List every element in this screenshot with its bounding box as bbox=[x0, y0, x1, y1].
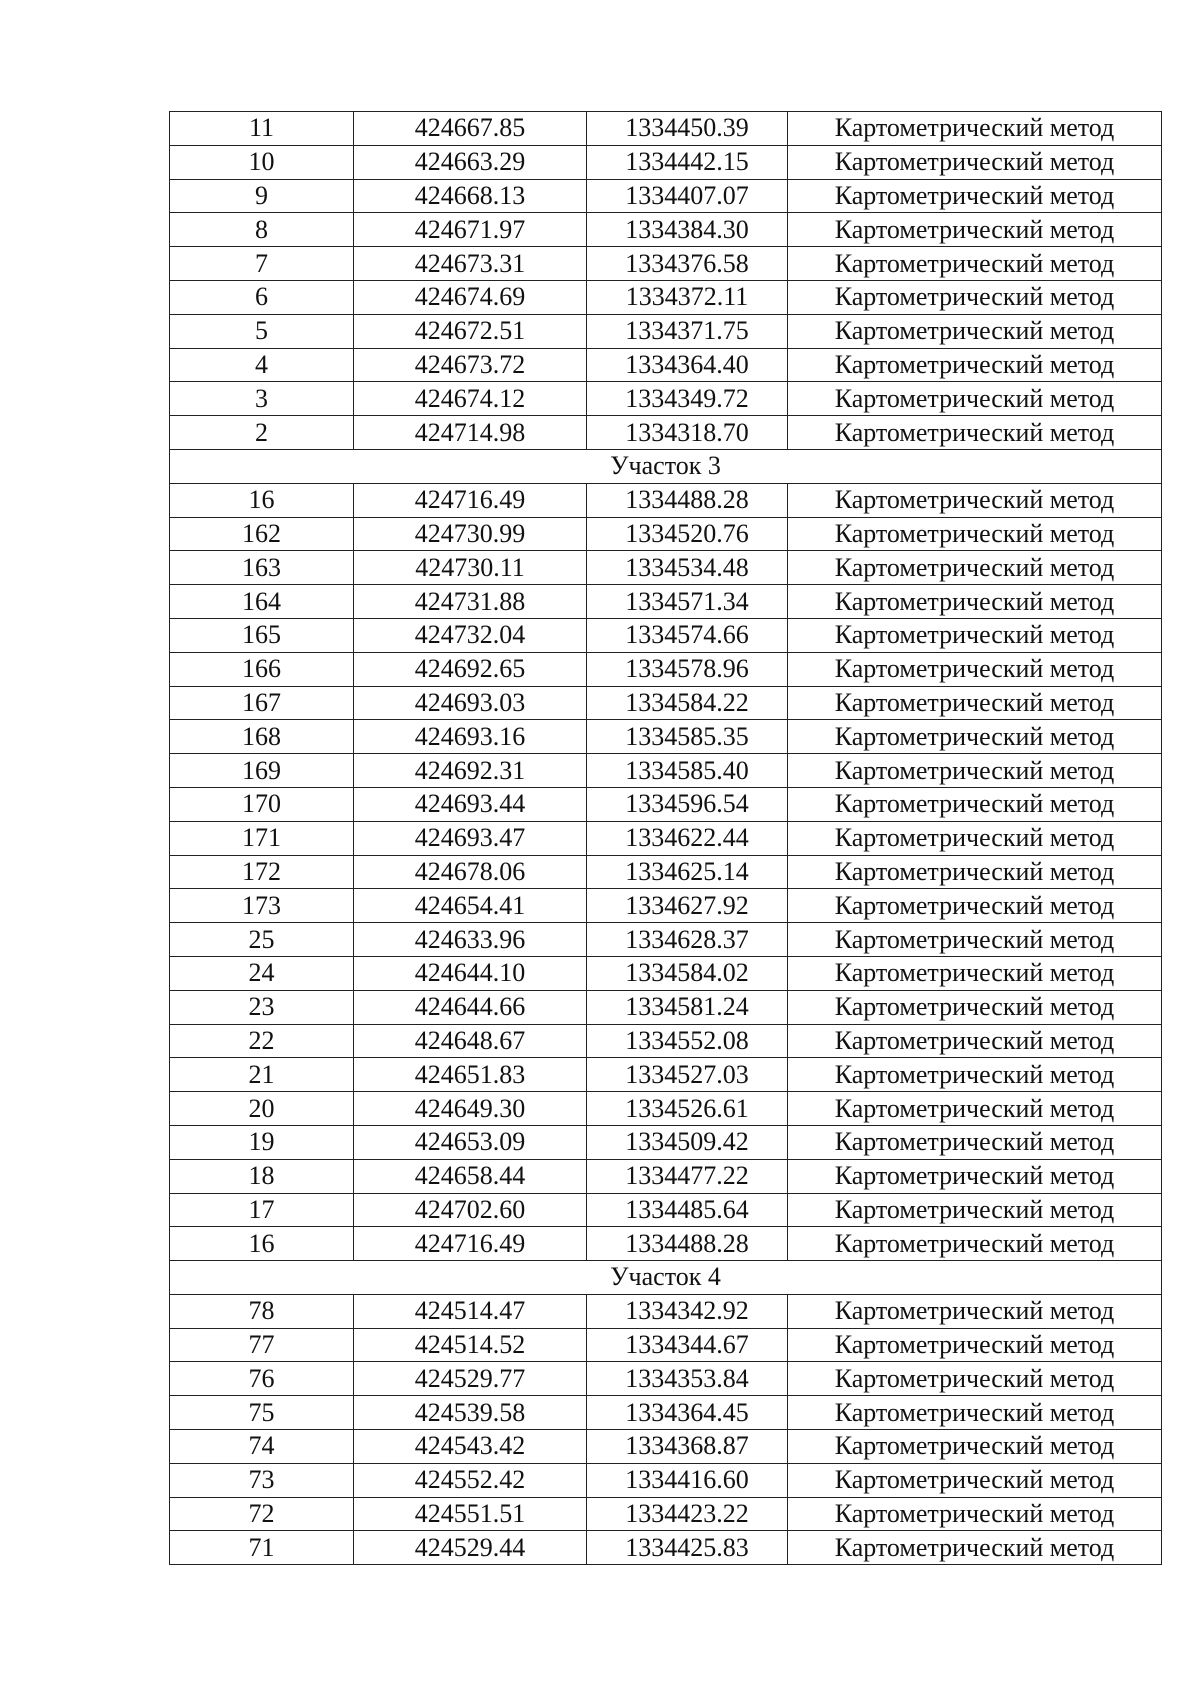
point-number-cell: 173 bbox=[170, 889, 354, 923]
table-row bbox=[170, 585, 1162, 619]
y-coordinate-cell: 1334407.07 bbox=[587, 179, 788, 213]
point-number-cell: 76 bbox=[170, 1362, 354, 1396]
y-coordinate-cell: 1334574.66 bbox=[587, 618, 788, 652]
y-coordinate-cell: 1334416.60 bbox=[587, 1463, 788, 1497]
table-row bbox=[170, 1362, 1162, 1396]
table-row bbox=[170, 956, 1162, 990]
table-row bbox=[170, 382, 1162, 416]
y-coordinate-cell: 1334376.58 bbox=[587, 247, 788, 281]
method-cell: Картометрический метод bbox=[788, 1430, 1162, 1464]
method-cell: Картометрический метод bbox=[788, 923, 1162, 957]
method-cell: Картометрический метод bbox=[788, 1531, 1162, 1565]
method-cell: Картометрический метод bbox=[788, 1294, 1162, 1328]
y-coordinate-cell: 1334425.83 bbox=[587, 1531, 788, 1565]
point-number-cell: 170 bbox=[170, 787, 354, 821]
x-coordinate-cell: 424653.09 bbox=[354, 1125, 587, 1159]
table-row bbox=[170, 720, 1162, 754]
table-row bbox=[170, 754, 1162, 788]
point-number-cell: 11 bbox=[170, 112, 354, 146]
x-coordinate-cell: 424730.11 bbox=[354, 551, 587, 585]
x-coordinate-cell: 424702.60 bbox=[354, 1193, 587, 1227]
table-row bbox=[170, 1125, 1162, 1159]
point-number-cell: 163 bbox=[170, 551, 354, 585]
y-coordinate-cell: 1334622.44 bbox=[587, 821, 788, 855]
method-cell: Картометрический метод bbox=[788, 112, 1162, 146]
x-coordinate-cell: 424539.58 bbox=[354, 1396, 587, 1430]
y-coordinate-cell: 1334534.48 bbox=[587, 551, 788, 585]
table-row bbox=[170, 179, 1162, 213]
x-coordinate-cell: 424731.88 bbox=[354, 585, 587, 619]
method-cell: Картометрический метод bbox=[788, 314, 1162, 348]
method-cell: Картометрический метод bbox=[788, 855, 1162, 889]
point-number-cell: 2 bbox=[170, 416, 354, 450]
coordinates-table bbox=[169, 111, 1162, 1565]
method-cell: Картометрический метод bbox=[788, 213, 1162, 247]
method-cell: Картометрический метод bbox=[788, 618, 1162, 652]
y-coordinate-cell: 1334477.22 bbox=[587, 1159, 788, 1193]
method-cell: Картометрический метод bbox=[788, 889, 1162, 923]
table-row bbox=[170, 314, 1162, 348]
coordinates-table-body bbox=[170, 112, 1162, 1565]
table-row bbox=[170, 213, 1162, 247]
point-number-cell: 24 bbox=[170, 956, 354, 990]
x-coordinate-cell: 424672.51 bbox=[354, 314, 587, 348]
table-row bbox=[170, 280, 1162, 314]
table-row bbox=[170, 145, 1162, 179]
y-coordinate-cell: 1334423.22 bbox=[587, 1497, 788, 1531]
x-coordinate-cell: 424716.49 bbox=[354, 483, 587, 517]
point-number-cell: 72 bbox=[170, 1497, 354, 1531]
x-coordinate-cell: 424658.44 bbox=[354, 1159, 587, 1193]
point-number-cell: 6 bbox=[170, 280, 354, 314]
y-coordinate-cell: 1334526.61 bbox=[587, 1092, 788, 1126]
point-number-cell: 20 bbox=[170, 1092, 354, 1126]
y-coordinate-cell: 1334364.40 bbox=[587, 348, 788, 382]
table-row bbox=[170, 1497, 1162, 1531]
point-number-cell: 18 bbox=[170, 1159, 354, 1193]
method-cell: Картометрический метод bbox=[788, 1193, 1162, 1227]
y-coordinate-cell: 1334442.15 bbox=[587, 145, 788, 179]
point-number-cell: 78 bbox=[170, 1294, 354, 1328]
x-coordinate-cell: 424644.10 bbox=[354, 956, 587, 990]
point-number-cell: 162 bbox=[170, 517, 354, 551]
y-coordinate-cell: 1334384.30 bbox=[587, 213, 788, 247]
y-coordinate-cell: 1334520.76 bbox=[587, 517, 788, 551]
x-coordinate-cell: 424648.67 bbox=[354, 1024, 587, 1058]
table-row bbox=[170, 1294, 1162, 1328]
x-coordinate-cell: 424651.83 bbox=[354, 1058, 587, 1092]
method-cell: Картометрический метод bbox=[788, 720, 1162, 754]
y-coordinate-cell: 1334625.14 bbox=[587, 855, 788, 889]
method-cell: Картометрический метод bbox=[788, 1396, 1162, 1430]
point-number-cell: 10 bbox=[170, 145, 354, 179]
point-number-cell: 9 bbox=[170, 179, 354, 213]
y-coordinate-cell: 1334628.37 bbox=[587, 923, 788, 957]
point-number-cell: 71 bbox=[170, 1531, 354, 1565]
method-cell: Картометрический метод bbox=[788, 1024, 1162, 1058]
method-cell: Картометрический метод bbox=[788, 1497, 1162, 1531]
x-coordinate-cell: 424673.31 bbox=[354, 247, 587, 281]
method-cell: Картометрический метод bbox=[788, 990, 1162, 1024]
point-number-cell: 25 bbox=[170, 923, 354, 957]
x-coordinate-cell: 424732.04 bbox=[354, 618, 587, 652]
table-row bbox=[170, 821, 1162, 855]
table-row bbox=[170, 1531, 1162, 1565]
x-coordinate-cell: 424663.29 bbox=[354, 145, 587, 179]
table-row bbox=[170, 1396, 1162, 1430]
method-cell: Картометрический метод bbox=[788, 787, 1162, 821]
x-coordinate-cell: 424543.42 bbox=[354, 1430, 587, 1464]
method-cell: Картометрический метод bbox=[788, 483, 1162, 517]
method-cell: Картометрический метод bbox=[788, 1159, 1162, 1193]
y-coordinate-cell: 1334353.84 bbox=[587, 1362, 788, 1396]
y-coordinate-cell: 1334450.39 bbox=[587, 112, 788, 146]
method-cell: Картометрический метод bbox=[788, 821, 1162, 855]
point-number-cell: 74 bbox=[170, 1430, 354, 1464]
table-row bbox=[170, 483, 1162, 517]
y-coordinate-cell: 1334344.67 bbox=[587, 1328, 788, 1362]
point-number-cell: 171 bbox=[170, 821, 354, 855]
method-cell: Картометрический метод bbox=[788, 585, 1162, 619]
method-cell: Картометрический метод bbox=[788, 1328, 1162, 1362]
point-number-cell: 165 bbox=[170, 618, 354, 652]
table-row bbox=[170, 1058, 1162, 1092]
x-coordinate-cell: 424693.16 bbox=[354, 720, 587, 754]
y-coordinate-cell: 1334527.03 bbox=[587, 1058, 788, 1092]
point-number-cell: 73 bbox=[170, 1463, 354, 1497]
x-coordinate-cell: 424668.13 bbox=[354, 179, 587, 213]
x-coordinate-cell: 424678.06 bbox=[354, 855, 587, 889]
table-row bbox=[170, 652, 1162, 686]
y-coordinate-cell: 1334368.87 bbox=[587, 1430, 788, 1464]
section-header-row bbox=[170, 449, 1162, 483]
y-coordinate-cell: 1334371.75 bbox=[587, 314, 788, 348]
x-coordinate-cell: 424667.85 bbox=[354, 112, 587, 146]
x-coordinate-cell: 424552.42 bbox=[354, 1463, 587, 1497]
x-coordinate-cell: 424692.65 bbox=[354, 652, 587, 686]
y-coordinate-cell: 1334596.54 bbox=[587, 787, 788, 821]
y-coordinate-cell: 1334372.11 bbox=[587, 280, 788, 314]
method-cell: Картометрический метод bbox=[788, 247, 1162, 281]
section-title: Участок 3 bbox=[170, 449, 1162, 483]
point-number-cell: 8 bbox=[170, 213, 354, 247]
x-coordinate-cell: 424514.52 bbox=[354, 1328, 587, 1362]
point-number-cell: 75 bbox=[170, 1396, 354, 1430]
table-row bbox=[170, 618, 1162, 652]
table-row bbox=[170, 990, 1162, 1024]
point-number-cell: 164 bbox=[170, 585, 354, 619]
x-coordinate-cell: 424551.51 bbox=[354, 1497, 587, 1531]
point-number-cell: 166 bbox=[170, 652, 354, 686]
x-coordinate-cell: 424692.31 bbox=[354, 754, 587, 788]
y-coordinate-cell: 1334581.24 bbox=[587, 990, 788, 1024]
method-cell: Картометрический метод bbox=[788, 652, 1162, 686]
y-coordinate-cell: 1334585.35 bbox=[587, 720, 788, 754]
point-number-cell: 7 bbox=[170, 247, 354, 281]
table-row bbox=[170, 686, 1162, 720]
x-coordinate-cell: 424673.72 bbox=[354, 348, 587, 382]
section-header-row bbox=[170, 1261, 1162, 1295]
x-coordinate-cell: 424730.99 bbox=[354, 517, 587, 551]
x-coordinate-cell: 424514.47 bbox=[354, 1294, 587, 1328]
point-number-cell: 5 bbox=[170, 314, 354, 348]
point-number-cell: 16 bbox=[170, 483, 354, 517]
table-row bbox=[170, 855, 1162, 889]
y-coordinate-cell: 1334485.64 bbox=[587, 1193, 788, 1227]
table-row bbox=[170, 517, 1162, 551]
table-row bbox=[170, 889, 1162, 923]
method-cell: Картометрический метод bbox=[788, 517, 1162, 551]
x-coordinate-cell: 424693.44 bbox=[354, 787, 587, 821]
table-row bbox=[170, 1463, 1162, 1497]
point-number-cell: 167 bbox=[170, 686, 354, 720]
y-coordinate-cell: 1334627.92 bbox=[587, 889, 788, 923]
method-cell: Картометрический метод bbox=[788, 179, 1162, 213]
point-number-cell: 169 bbox=[170, 754, 354, 788]
table-row bbox=[170, 112, 1162, 146]
y-coordinate-cell: 1334509.42 bbox=[587, 1125, 788, 1159]
method-cell: Картометрический метод bbox=[788, 1463, 1162, 1497]
point-number-cell: 4 bbox=[170, 348, 354, 382]
table-row bbox=[170, 1227, 1162, 1261]
table-row bbox=[170, 1159, 1162, 1193]
table-row bbox=[170, 348, 1162, 382]
point-number-cell: 16 bbox=[170, 1227, 354, 1261]
method-cell: Картометрический метод bbox=[788, 382, 1162, 416]
y-coordinate-cell: 1334488.28 bbox=[587, 1227, 788, 1261]
method-cell: Картометрический метод bbox=[788, 686, 1162, 720]
table-row bbox=[170, 1430, 1162, 1464]
table-row bbox=[170, 923, 1162, 957]
section-title: Участок 4 bbox=[170, 1261, 1162, 1295]
y-coordinate-cell: 1334318.70 bbox=[587, 416, 788, 450]
method-cell: Картометрический метод bbox=[788, 1058, 1162, 1092]
table-row bbox=[170, 787, 1162, 821]
table-row bbox=[170, 1024, 1162, 1058]
table-row bbox=[170, 1328, 1162, 1362]
x-coordinate-cell: 424529.44 bbox=[354, 1531, 587, 1565]
y-coordinate-cell: 1334578.96 bbox=[587, 652, 788, 686]
point-number-cell: 17 bbox=[170, 1193, 354, 1227]
method-cell: Картометрический метод bbox=[788, 280, 1162, 314]
point-number-cell: 172 bbox=[170, 855, 354, 889]
table-row bbox=[170, 247, 1162, 281]
point-number-cell: 21 bbox=[170, 1058, 354, 1092]
y-coordinate-cell: 1334364.45 bbox=[587, 1396, 788, 1430]
method-cell: Картометрический метод bbox=[788, 1362, 1162, 1396]
y-coordinate-cell: 1334342.92 bbox=[587, 1294, 788, 1328]
x-coordinate-cell: 424674.12 bbox=[354, 382, 587, 416]
method-cell: Картометрический метод bbox=[788, 1125, 1162, 1159]
point-number-cell: 77 bbox=[170, 1328, 354, 1362]
method-cell: Картометрический метод bbox=[788, 1092, 1162, 1126]
x-coordinate-cell: 424693.47 bbox=[354, 821, 587, 855]
y-coordinate-cell: 1334488.28 bbox=[587, 483, 788, 517]
method-cell: Картометрический метод bbox=[788, 1227, 1162, 1261]
table-row bbox=[170, 1092, 1162, 1126]
table-row bbox=[170, 1193, 1162, 1227]
x-coordinate-cell: 424649.30 bbox=[354, 1092, 587, 1126]
x-coordinate-cell: 424714.98 bbox=[354, 416, 587, 450]
x-coordinate-cell: 424674.69 bbox=[354, 280, 587, 314]
method-cell: Картометрический метод bbox=[788, 956, 1162, 990]
y-coordinate-cell: 1334584.22 bbox=[587, 686, 788, 720]
y-coordinate-cell: 1334584.02 bbox=[587, 956, 788, 990]
table-row bbox=[170, 551, 1162, 585]
x-coordinate-cell: 424654.41 bbox=[354, 889, 587, 923]
method-cell: Картометрический метод bbox=[788, 416, 1162, 450]
x-coordinate-cell: 424671.97 bbox=[354, 213, 587, 247]
table-row bbox=[170, 416, 1162, 450]
x-coordinate-cell: 424644.66 bbox=[354, 990, 587, 1024]
method-cell: Картометрический метод bbox=[788, 145, 1162, 179]
x-coordinate-cell: 424693.03 bbox=[354, 686, 587, 720]
point-number-cell: 22 bbox=[170, 1024, 354, 1058]
y-coordinate-cell: 1334349.72 bbox=[587, 382, 788, 416]
method-cell: Картометрический метод bbox=[788, 551, 1162, 585]
y-coordinate-cell: 1334585.40 bbox=[587, 754, 788, 788]
point-number-cell: 19 bbox=[170, 1125, 354, 1159]
method-cell: Картометрический метод bbox=[788, 754, 1162, 788]
y-coordinate-cell: 1334571.34 bbox=[587, 585, 788, 619]
method-cell: Картометрический метод bbox=[788, 348, 1162, 382]
y-coordinate-cell: 1334552.08 bbox=[587, 1024, 788, 1058]
point-number-cell: 23 bbox=[170, 990, 354, 1024]
point-number-cell: 168 bbox=[170, 720, 354, 754]
point-number-cell: 3 bbox=[170, 382, 354, 416]
x-coordinate-cell: 424633.96 bbox=[354, 923, 587, 957]
x-coordinate-cell: 424529.77 bbox=[354, 1362, 587, 1396]
x-coordinate-cell: 424716.49 bbox=[354, 1227, 587, 1261]
